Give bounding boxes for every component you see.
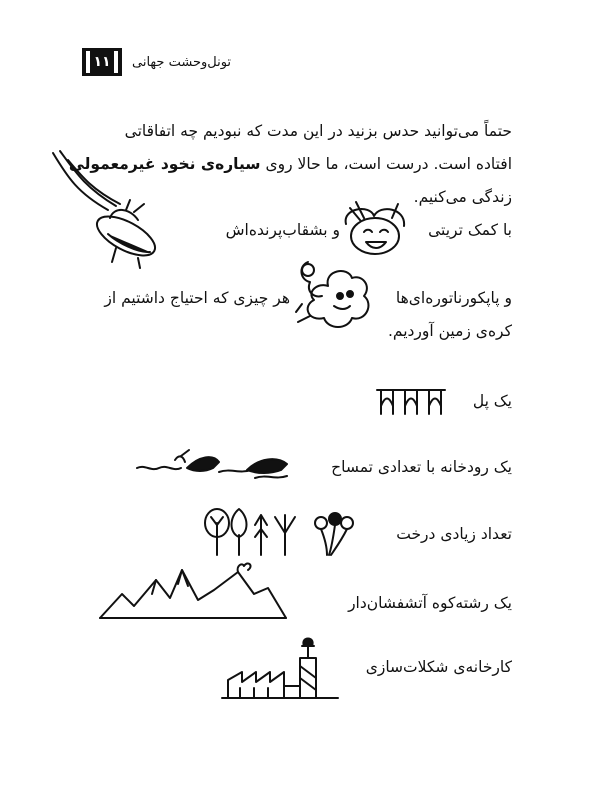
item-label-river: یک رودخانه با تعدادی تمساح — [331, 458, 512, 476]
volcano-mountains-icon — [98, 560, 288, 622]
page-header — [82, 48, 231, 76]
item-label-trees: تعداد زیادی درخت — [396, 525, 512, 543]
item-label-volcano: یک رشته‌کوه آتشفشان‌دار — [348, 594, 512, 612]
item-label-bridge: یک پل — [472, 392, 512, 410]
text-line-6: کره‌ی زمین آوردیم. — [387, 322, 512, 340]
text-line-4a: با کمک تریتی — [428, 221, 512, 239]
text-line-2-start: افتاده است. درست است، ما حالا روی — [260, 155, 512, 173]
page-number: ۱۱ — [82, 48, 122, 76]
text-line-2-bold: سیاره‌ی نخود غیرمعمولی — [68, 155, 261, 173]
popcorn-creature-icon — [288, 256, 380, 334]
flying-saucer-icon — [48, 148, 168, 270]
chocolate-factory-icon — [220, 636, 340, 700]
text-line-4b: و بشقاب‌پرنده‌اش — [225, 221, 340, 239]
trees-icon — [203, 505, 363, 557]
text-line-5b: هر چیزی که احتیاج داشتیم از — [104, 289, 290, 307]
book-title: تونل‌وحشت جهانی — [132, 54, 232, 70]
item-label-factory: کارخانه‌ی شکلات‌سازی — [365, 658, 512, 676]
text-line-5a: و پاپکورناتوره‌ای‌ها — [395, 289, 512, 307]
text-line-3: زندگی می‌کنیم. — [413, 188, 512, 206]
trity-girl-icon — [340, 200, 410, 260]
crocodile-river-icon — [135, 446, 295, 482]
text-line-1: حتماً می‌توانید حدس بزنید در این مدت که نبودیم چه اتفاقاتی — [124, 122, 512, 140]
bridge-icon — [375, 386, 447, 416]
